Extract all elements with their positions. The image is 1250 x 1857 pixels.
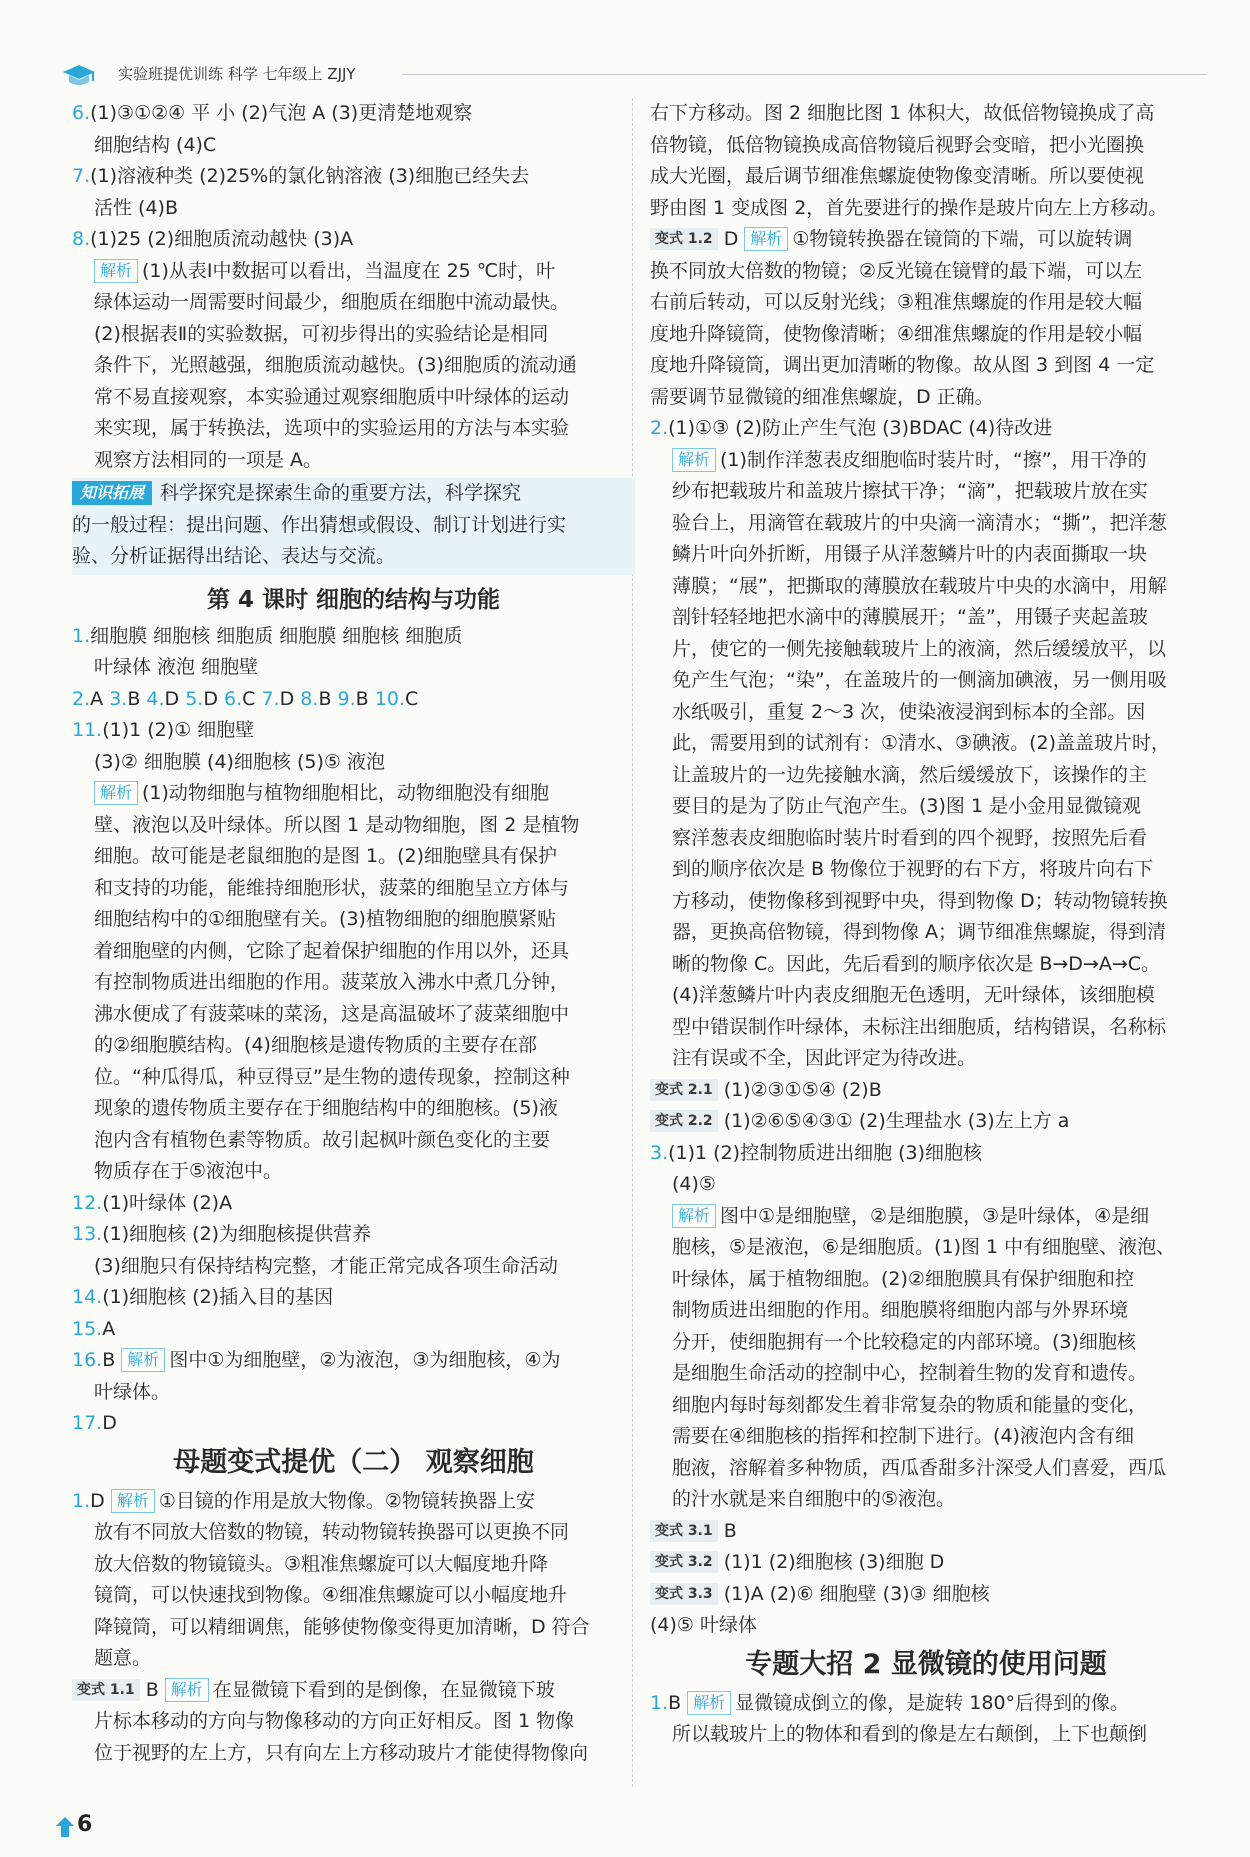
text-line (72, 1345, 635, 1377)
text-line (650, 539, 1202, 571)
text-line (650, 476, 1202, 508)
line-text: (1)从表Ⅰ中数据可以看出，当温度在 25 ℃时，叶 (142, 259, 556, 282)
line-text: 降镜筒，可以精细调焦，能够使物像变得更加清晰，D 符合 (94, 1615, 590, 1638)
text-line (72, 1549, 635, 1581)
text-line (650, 791, 1202, 823)
question-number: 1. (72, 1489, 91, 1512)
text-line (72, 224, 635, 256)
text-line (650, 854, 1202, 886)
line-text: 叶绿体。 (94, 1380, 171, 1403)
line-text: (1)②⑥⑤④③① (2)生理盐水 (3)左上方 a (723, 1110, 1070, 1132)
text-line (650, 1043, 1202, 1075)
page-marker-icon (55, 1816, 75, 1838)
line-text: (1)①③ (2)防止产生气泡 (3)BDAC (4)待改进 (668, 417, 1053, 439)
line-text: A (90, 687, 110, 710)
text-line (650, 1201, 1202, 1233)
text-line (72, 1612, 635, 1644)
line-text: 物质存在于⑤液泡中。 (94, 1160, 283, 1182)
text-line (72, 684, 635, 716)
line-text: B (318, 687, 338, 710)
line-text: 放大倍数的物镜镜头。③粗准焦螺旋可以大幅度地升降 (94, 1552, 549, 1575)
line-text: 泡内含有植物色素等物质。故引起枫叶颜色变化的主要 (94, 1128, 551, 1151)
text-line (650, 1453, 1202, 1485)
line-text: 要目的是为了防止气泡产生。(3)图 1 是小金用显微镜观 (672, 795, 1142, 817)
text-line (72, 161, 635, 193)
text-line (650, 1264, 1202, 1296)
line-text: (1)1 (2)① 细胞壁 (102, 719, 255, 741)
text-line (72, 1219, 635, 1251)
text-line (72, 287, 635, 319)
line-text: 母题变式提优（二） 观察细胞 (173, 1446, 534, 1478)
line-text: 此，需要用到的试剂有：①清水、③碘液。(2)盖盖玻片时， (672, 732, 1170, 754)
line-text: 是细胞生命活动的控制中心，控制着生物的发育和遗传。 (672, 1362, 1148, 1384)
question-number: 4. (146, 687, 165, 710)
text-line (72, 904, 635, 936)
line-text: (1)细胞核 (2)为细胞核提供营养 (102, 1223, 372, 1245)
question-number: 1. (72, 624, 91, 647)
question-number: 16. (72, 1349, 103, 1371)
question-number: 13. (72, 1223, 103, 1245)
text-line (72, 1517, 635, 1549)
variant-tag: 变式 3.3 (650, 1583, 718, 1605)
question-number: 15. (72, 1317, 103, 1340)
text-line (72, 1156, 635, 1188)
text-line (650, 917, 1202, 949)
line-text: 免产生气泡；“染”，在盖玻片的一侧滴加碘液，另一侧用吸 (672, 669, 1167, 691)
line-text: ①物镜转换器在镜筒的下端，可以旋转调 (792, 228, 1133, 250)
line-text: 常不易直接观察，本实验通过观察细胞质中叶绿体的运动 (94, 385, 570, 408)
line-text: 的②细胞膜结构。(4)细胞核是遗传物质的主要存在部 (94, 1034, 537, 1056)
line-text: 在显微镜下看到的是倒像，在显微镜下玻 (212, 1678, 555, 1701)
line-text: 让盖玻片的一边先接触水滴，然后缓缓放下，该操作的主 (672, 763, 1148, 786)
text-line (650, 319, 1202, 351)
text-line (650, 1421, 1202, 1453)
line-text: 验台上，用滴管在载玻片的中央滴一滴清水；“撕”，把洋葱 (672, 511, 1167, 534)
text-line (650, 193, 1202, 225)
text-line (72, 1643, 635, 1675)
text-line (650, 508, 1202, 540)
line-text: (1)动物细胞与植物细胞相比，动物细胞没有细胞 (142, 782, 549, 804)
line-text: D (203, 687, 225, 710)
question-number: 9. (337, 687, 356, 710)
line-text: 薄膜；“展”，把撕取的薄膜放在载玻片中央的水滴中，用解 (672, 574, 1167, 597)
line-text: 度地升降镜筒，使物像清晰；④细准焦螺旋的作用是较小幅 (650, 322, 1143, 345)
section-heading (650, 1642, 1202, 1688)
line-text: (1)②③①⑤④ (2)B (723, 1078, 882, 1101)
question-number: 12. (72, 1191, 103, 1214)
line-text: D (90, 1489, 111, 1512)
question-number: 11. (72, 719, 103, 741)
text-line (650, 1688, 1202, 1720)
line-text: ①目镜的作用是放大物像。②物镜转换器上安 (158, 1489, 535, 1512)
analysis-tag: 解析 (121, 1348, 165, 1372)
line-text: B (355, 687, 375, 710)
text-line (72, 1030, 635, 1062)
text-line (72, 1738, 635, 1770)
line-text: A (102, 1317, 116, 1340)
line-text: (1)1 (2)控制物质进出细胞 (3)细胞核 (668, 1141, 983, 1164)
line-text: (4)洋葱鳞片叶内表皮细胞无色透明，无叶绿体，该细胞模 (672, 984, 1155, 1006)
text-line (72, 999, 635, 1031)
text-line (72, 445, 635, 477)
line-text: 方移动，使物像移到视野中央，得到物像 D；转动物镜转换 (672, 889, 1168, 912)
analysis-tag: 解析 (94, 781, 138, 805)
question-number: 2. (650, 417, 669, 439)
line-text: 片标本移动的方向与物像移动的方向正好相反。图 1 物像 (94, 1710, 575, 1732)
analysis-tag: 解析 (111, 1489, 155, 1513)
text-line (650, 1358, 1202, 1390)
text-line (72, 478, 635, 510)
text-line (72, 841, 635, 873)
text-line (650, 823, 1202, 855)
text-line (72, 130, 635, 162)
text-line (650, 1075, 1202, 1107)
line-text: 胞液，溶解着多种物质，西瓜香甜多汁深受人们喜爱，西瓜 (672, 1456, 1167, 1479)
text-line (72, 621, 635, 653)
question-number: 3. (109, 687, 128, 710)
line-text: 第 4 课时 细胞的结构与功能 (206, 586, 501, 613)
text-line (650, 571, 1202, 603)
text-line (650, 1390, 1202, 1422)
text-line (72, 1675, 635, 1707)
text-line (650, 1579, 1202, 1611)
line-text: 叶绿体，属于植物细胞。(2)②细胞膜具有保护细胞和控 (672, 1267, 1134, 1290)
text-line (650, 760, 1202, 792)
line-text: 需要调节显微镜的细准焦螺旋，D 正确。 (650, 385, 994, 408)
line-text: 倍物镜，低倍物镜换成高倍物镜后视野会变暗，把小光圈换 (650, 133, 1145, 156)
line-text: 细胞结构 (4)C (94, 133, 217, 156)
text-line (650, 1516, 1202, 1548)
question-number: 3. (650, 1141, 669, 1164)
text-line (72, 382, 635, 414)
text-line (72, 715, 635, 747)
line-text: 右前后转动，可以反射光线；③粗准焦螺旋的作用是较大幅 (650, 291, 1143, 313)
text-line (72, 319, 635, 351)
text-line (650, 1106, 1202, 1138)
text-line (650, 1610, 1202, 1642)
section-heading (72, 1440, 635, 1486)
line-text: 放有不同放大倍数的物镜，转动物镜转换器可以更换不同 (94, 1521, 570, 1543)
text-line (650, 949, 1202, 981)
question-number: 6. (72, 102, 91, 124)
line-text: 镜筒，可以快速找到物像。④细准焦螺旋可以小幅度地升 (94, 1584, 568, 1606)
line-text: D (164, 687, 186, 710)
question-number: 6. (224, 687, 243, 710)
variant-tag: 变式 2.2 (650, 1110, 718, 1132)
text-line (650, 1719, 1202, 1751)
variant-tag: 变式 1.1 (72, 1679, 140, 1701)
text-line (72, 652, 635, 684)
line-text: 绿体运动一周需要时间最少，细胞质在细胞中流动最快。 (94, 291, 570, 313)
line-text: D (102, 1412, 117, 1434)
line-text: 度地升降镜筒，调出更加清晰的物像。故从图 3 到图 4 一定 (650, 354, 1155, 376)
text-line (72, 1486, 635, 1518)
line-text: (2)根据表Ⅱ的实验数据，可初步得出的实验结论是相同 (94, 322, 549, 345)
question-number: 5. (185, 687, 204, 710)
line-text: 鳞片叶向外折断，用镊子从洋葱鳞片叶的内表面撕取一块 (672, 543, 1148, 565)
text-line (650, 697, 1202, 729)
line-text: 沸水便成了有菠菜味的菜汤，这是高温破坏了菠菜细胞中 (94, 1002, 570, 1025)
text-line (650, 980, 1202, 1012)
text-line (72, 1125, 635, 1157)
line-text: 叶绿体 液泡 细胞壁 (94, 656, 259, 678)
variant-tag: 变式 2.1 (650, 1079, 718, 1101)
line-text: B (102, 1349, 122, 1371)
line-text: 位于视野的左上方，只有向左上方移动玻片才能使得物像向 (94, 1741, 589, 1764)
text-line (72, 873, 635, 905)
analysis-tag: 解析 (744, 227, 788, 251)
line-text: 有控制物质进出细胞的作用。菠菜放入沸水中煮几分钟， (94, 971, 570, 993)
line-text: 所以载玻片上的物体和看到的像是左右颠倒，上下也颠倒 (672, 1723, 1148, 1745)
line-text: 题意。 (94, 1647, 152, 1669)
text-line (650, 1547, 1202, 1579)
knowledge-tag: 知识拓展 (72, 481, 152, 505)
line-text: 右下方移动。图 2 细胞比图 1 体积大，故低倍物镜换成了高 (650, 102, 1155, 124)
text-line (650, 1484, 1202, 1516)
line-text: (4)⑤ 叶绿体 (650, 1614, 757, 1636)
line-text: 的汁水就是来自细胞中的⑤液泡。 (672, 1488, 956, 1510)
text-line (650, 98, 1202, 130)
line-text: 需要在④细胞核的指挥和控制下进行。(4)液泡内含有细 (672, 1425, 1134, 1447)
text-line (650, 1138, 1202, 1170)
text-line (72, 1093, 635, 1125)
line-text: 制物质进出细胞的作用。细胞膜将细胞内部与外界环境 (672, 1299, 1129, 1321)
text-line (72, 1706, 635, 1738)
line-text: (4)⑤ (672, 1173, 716, 1195)
text-line (72, 1377, 635, 1409)
line-text: 和支持的功能，能维持细胞形状，菠菜的细胞呈立方体与 (94, 876, 570, 899)
text-line (72, 510, 635, 542)
line-text: (3)② 细胞膜 (4)细胞核 (5)⑤ 液泡 (94, 750, 385, 773)
line-text: (1)③①②④ 平 小 (2)气泡 A (3)更清楚地观察 (90, 102, 473, 124)
analysis-tag: 解析 (672, 448, 716, 472)
text-line (650, 1169, 1202, 1201)
line-text: 现象的遗传物质主要存在于细胞结构中的细胞核。(5)液 (94, 1097, 558, 1119)
line-text: 换不同放大倍数的物镜；②反光镜在镜臂的最下端，可以左 (650, 259, 1143, 282)
text-line (650, 1232, 1202, 1264)
text-line (72, 413, 635, 445)
line-text: 察洋葱表皮细胞临时装片时看到的四个视野，按照先后看 (672, 826, 1148, 849)
text-line (72, 1314, 635, 1346)
text-line (72, 778, 635, 810)
line-text: 片，使它的一侧先接触载玻片上的液滴，然后缓缓放平，以 (672, 637, 1167, 660)
line-text: C (242, 687, 262, 710)
text-line (72, 193, 635, 225)
line-text: 野由图 1 变成图 2，首先要进行的操作是玻片向左上方移动。 (650, 196, 1168, 219)
section-heading (72, 579, 635, 621)
header-title: 实验班提优训练 科学 七年级上 ZJJY (118, 65, 356, 83)
question-number: 8. (300, 687, 319, 710)
line-text: 观察方法相同的一项是 A。 (94, 448, 323, 471)
line-text: 器，更换高倍物镜，得到物像 A；调节细准焦螺旋，得到清 (672, 921, 1167, 943)
question-number: 8. (72, 228, 91, 250)
page-footer (55, 1808, 115, 1844)
page-header (62, 60, 1207, 94)
line-text: 活性 (4)B (94, 196, 178, 219)
text-line (72, 747, 635, 779)
line-text: 着细胞壁的内侧，它除了起着保护细胞的作用以外，还具 (94, 939, 570, 962)
line-text: 分开，使细胞拥有一个比较稳定的内部环境。(3)细胞核 (672, 1330, 1136, 1353)
line-text: 细胞内每时每刻都发生着非常复杂的物质和能量的变化， (672, 1393, 1148, 1416)
line-text: 的一般过程：提出问题、作出猜想或假设、制订计划进行实 (72, 513, 567, 536)
line-text: (1)叶绿体 (2)A (102, 1191, 233, 1214)
line-text: 细胞结构中的①细胞壁有关。(3)植物细胞的细胞膜紧贴 (94, 908, 556, 930)
text-line (650, 665, 1202, 697)
text-line (72, 1251, 635, 1283)
line-text: (1)制作洋葱表皮细胞临时装片时，“擦”，用干净的 (720, 448, 1147, 471)
text-line (650, 445, 1202, 477)
text-line (72, 541, 635, 573)
text-line (650, 256, 1202, 288)
text-line (72, 967, 635, 999)
line-text: (3)细胞只有保持结构完整，才能正常完成各项生命活动 (94, 1254, 558, 1277)
line-text: 胞核，⑤是液泡，⑥是细胞质。(1)图 1 中有细胞壁、液泡、 (672, 1236, 1176, 1258)
line-text: (1)1 (2)细胞核 (3)细胞 D (723, 1551, 945, 1573)
line-text: D (279, 687, 301, 710)
text-line (72, 1188, 635, 1220)
text-line (72, 1580, 635, 1612)
line-text: 剖针轻轻地把水滴中的薄膜展开；“盖”，用镊子夹起盖玻 (672, 606, 1148, 628)
line-text: 图中①为细胞壁，②为液泡，③为细胞核，④为 (169, 1349, 561, 1371)
line-text: (1)细胞核 (2)插入目的基因 (102, 1286, 334, 1308)
text-line (650, 224, 1202, 256)
line-text: 水纸吸引，重复 2～3 次，使染液浸润到标本的全部。因 (672, 700, 1146, 723)
line-text: 图中①是细胞壁，②是细胞膜，③是叶绿体，④是细 (720, 1204, 1150, 1227)
line-text: 型中错误制作叶绿体，未标注出细胞质，结构错误，名称标 (672, 1015, 1167, 1038)
variant-tag: 变式 3.1 (650, 1520, 718, 1542)
variant-tag: 变式 3.2 (650, 1551, 718, 1573)
analysis-tag: 解析 (687, 1691, 731, 1715)
line-text: B (723, 1519, 737, 1542)
line-text: 壁、液泡以及叶绿体。所以图 1 是动物细胞，图 2 是植物 (94, 813, 580, 836)
text-line (72, 1062, 635, 1094)
question-number: 7. (261, 687, 280, 710)
line-text: 晰的物像 C。因此，先后看到的顺序依次是 B→D→A→C。 (672, 952, 1161, 975)
line-text: D (723, 228, 745, 250)
right-column (650, 98, 1202, 1797)
line-text: B (668, 1691, 688, 1714)
line-text: (1)溶液种类 (2)25%的氯化钠溶液 (3)细胞已经失去 (90, 165, 530, 187)
text-line (650, 413, 1202, 445)
text-line (650, 1295, 1202, 1327)
text-line (650, 1327, 1202, 1359)
line-text: 纱布把载玻片和盖玻片擦拭干净；“滴”，把载玻片放在实 (672, 480, 1148, 502)
line-text: 科学探究是探索生命的重要方法，科学探究 (160, 482, 522, 504)
line-text: B (127, 687, 147, 710)
line-text: 细胞。故可能是老鼠细胞的是图 1。(2)细胞壁具有保护 (94, 845, 558, 867)
line-text: C (404, 687, 419, 710)
question-number: 1. (650, 1691, 669, 1714)
line-text: (1)25 (2)细胞质流动越快 (3)A (90, 228, 354, 250)
question-number: 10. (374, 687, 405, 710)
text-line (650, 634, 1202, 666)
text-line (72, 936, 635, 968)
question-number: 17. (72, 1412, 103, 1434)
line-text: B (145, 1678, 165, 1701)
question-number: 2. (72, 687, 91, 710)
line-text: 条件下，光照越强，细胞质流动越快。(3)细胞质的流动通 (94, 354, 577, 376)
question-number: 14. (72, 1286, 103, 1308)
text-line (650, 886, 1202, 918)
analysis-tag: 解析 (672, 1204, 716, 1228)
text-line (72, 350, 635, 382)
line-text: (1)A (2)⑥ 细胞壁 (3)③ 细胞核 (723, 1582, 990, 1605)
text-line (650, 382, 1202, 414)
question-number: 7. (72, 165, 91, 187)
line-text: 到的顺序依次是 B 物像位于视野的右下方，将玻片向右下 (672, 858, 1154, 880)
header-rule (402, 74, 1207, 75)
text-line (72, 1408, 635, 1440)
line-text: 显微镜成倒立的像，是旋转 180°后得到的像。 (735, 1691, 1130, 1714)
graduation-cap-icon (62, 63, 96, 89)
line-text: 成大光圈，最后调节细准焦螺旋使物像变清晰。所以要使视 (650, 165, 1145, 187)
text-line (650, 130, 1202, 162)
variant-tag: 变式 1.2 (650, 228, 718, 250)
analysis-tag: 解析 (165, 1678, 209, 1702)
line-text: 注有误或不全，因此评定为待改进。 (672, 1047, 977, 1069)
knowledge-extension-box (72, 478, 635, 575)
text-line (72, 256, 635, 288)
line-text: 细胞膜 细胞核 细胞质 细胞膜 细胞核 细胞质 (90, 624, 463, 647)
text-line (650, 1012, 1202, 1044)
text-line (650, 161, 1202, 193)
line-text: 专题大招 2 显微镜的使用问题 (745, 1648, 1107, 1680)
text-line (650, 287, 1202, 319)
text-line (72, 98, 635, 130)
text-line (650, 350, 1202, 382)
text-line (72, 1282, 635, 1314)
text-line (650, 728, 1202, 760)
text-line (650, 602, 1202, 634)
text-line (72, 810, 635, 842)
line-text: 验、分析证据得出结论、表达与交流。 (72, 545, 396, 567)
analysis-tag: 解析 (94, 259, 138, 283)
line-text: 位。“种瓜得瓜，种豆得豆”是生物的遗传现象，控制这种 (94, 1065, 570, 1088)
left-column (72, 98, 635, 1797)
line-text: 来实现，属于转换法，选项中的实验运用的方法与本实验 (94, 417, 570, 439)
page-number: 6 (77, 1812, 93, 1837)
